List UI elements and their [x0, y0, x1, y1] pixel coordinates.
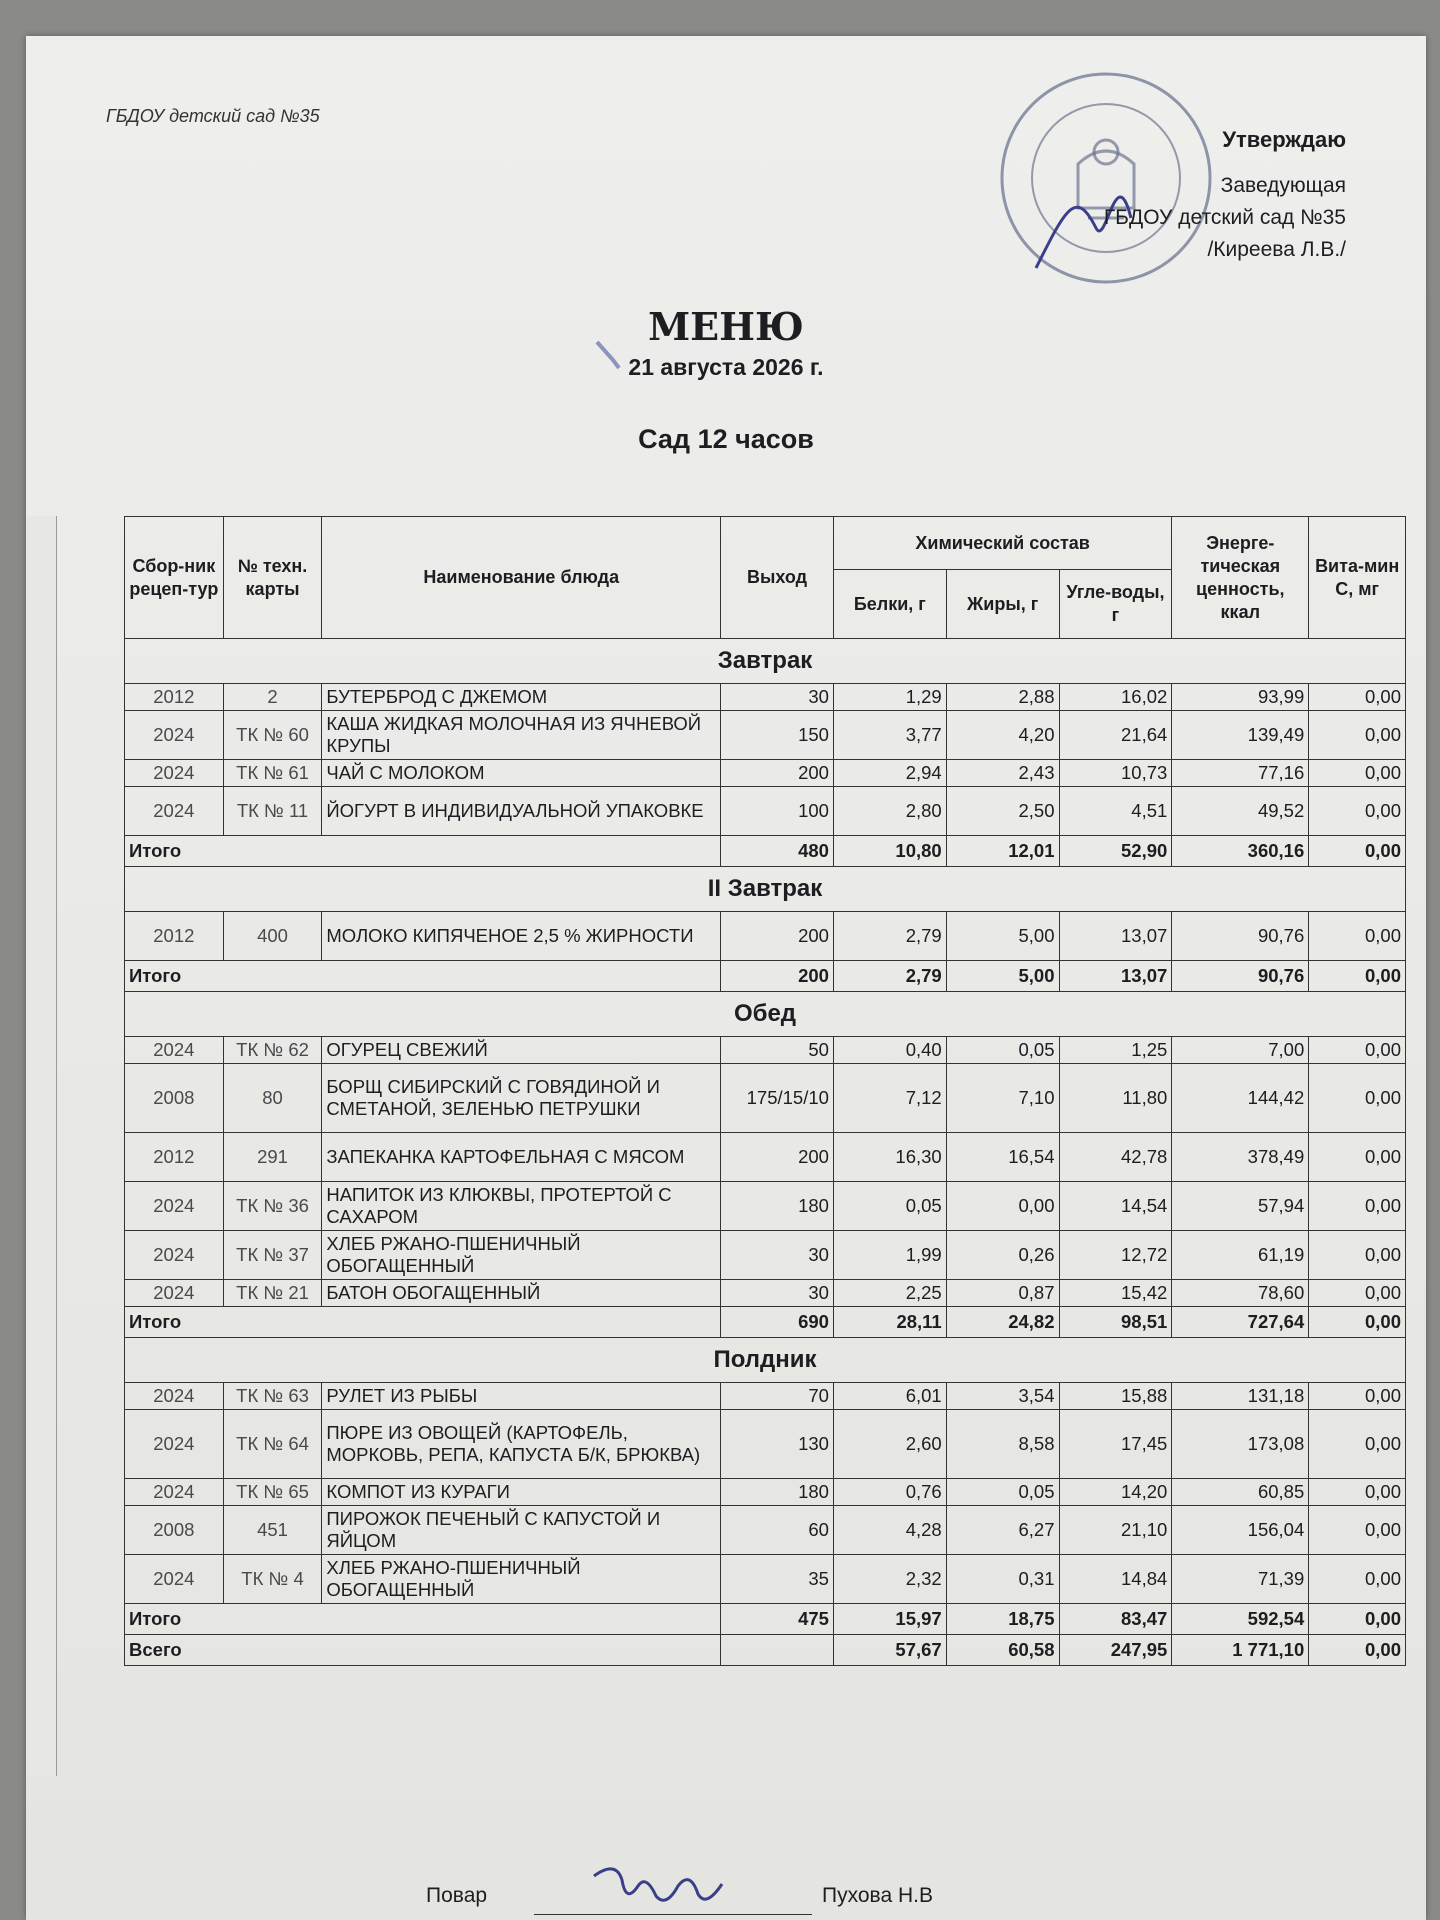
cell-protein: 2,60 [833, 1410, 946, 1479]
cell-yield: 150 [721, 711, 834, 760]
cell-protein: 6,01 [833, 1383, 946, 1410]
total-carbs: 98,51 [1059, 1307, 1172, 1338]
table-row [125, 1182, 1406, 1231]
cell-collection: 2024 [125, 787, 224, 836]
cell-carbs: 21,10 [1059, 1506, 1172, 1555]
cell-collection: 2024 [125, 1182, 224, 1231]
header-chem: Химический состав [833, 517, 1171, 570]
cell-fat: 0,26 [946, 1231, 1059, 1280]
total-label: Итого [125, 1307, 721, 1338]
cell-fat: 0,00 [946, 1182, 1059, 1231]
cell-yield: 70 [721, 1383, 834, 1410]
table-row [125, 1133, 1406, 1182]
grand-total-row [125, 1635, 1406, 1666]
header-tech-card: № техн. карты [223, 517, 322, 639]
cell-energy: 90,76 [1172, 912, 1309, 961]
section-title: Завтрак [125, 639, 1406, 684]
cell-tech-card: 2 [223, 684, 322, 711]
cell-vitamin: 0,00 [1309, 684, 1406, 711]
approve-title: Утверждаю [1222, 127, 1346, 152]
cell-carbs: 14,54 [1059, 1182, 1172, 1231]
cell-protein: 0,76 [833, 1479, 946, 1506]
cell-vitamin: 0,00 [1309, 1280, 1406, 1307]
total-vitamin: 0,00 [1309, 836, 1406, 867]
cell-dish-name: ХЛЕБ РЖАНО-ПШЕНИЧНЫЙ ОБОГАЩЕННЫЙ [322, 1555, 721, 1604]
cell-vitamin: 0,00 [1309, 760, 1406, 787]
approval-block [1104, 124, 1346, 266]
cell-dish-name: ЗАПЕКАНКА КАРТОФЕЛЬНАЯ С МЯСОМ [322, 1133, 721, 1182]
total-vitamin: 0,00 [1309, 1604, 1406, 1635]
cell-tech-card: ТК № 11 [223, 787, 322, 836]
cell-protein: 0,05 [833, 1182, 946, 1231]
cell-tech-card: ТК № 36 [223, 1182, 322, 1231]
cell-yield: 180 [721, 1479, 834, 1506]
cell-vitamin: 0,00 [1309, 711, 1406, 760]
cell-carbs: 10,73 [1059, 760, 1172, 787]
menu-date: 21 августа 2026 г. [628, 354, 824, 380]
cell-yield: 200 [721, 760, 834, 787]
header-collection: Сбор-ник рецеп-тур [125, 517, 224, 639]
total-yield: 690 [721, 1307, 834, 1338]
cell-tech-card: ТК № 62 [223, 1037, 322, 1064]
cell-fat: 0,05 [946, 1479, 1059, 1506]
grand-total-fat: 60,58 [946, 1635, 1059, 1666]
cell-vitamin: 0,00 [1309, 1506, 1406, 1555]
cell-vitamin: 0,00 [1309, 1479, 1406, 1506]
cell-yield: 50 [721, 1037, 834, 1064]
cell-tech-card: 400 [223, 912, 322, 961]
cell-dish-name: КАША ЖИДКАЯ МОЛОЧНАЯ ИЗ ЯЧНЕВОЙ КРУПЫ [322, 711, 721, 760]
total-carbs: 13,07 [1059, 961, 1172, 992]
cell-collection: 2024 [125, 1037, 224, 1064]
grand-total-label: Всего [125, 1635, 721, 1666]
cell-energy: 93,99 [1172, 684, 1309, 711]
cell-energy: 7,00 [1172, 1037, 1309, 1064]
table-row [125, 1280, 1406, 1307]
cell-tech-card: 291 [223, 1133, 322, 1182]
cell-fat: 0,87 [946, 1280, 1059, 1307]
total-label: Итого [125, 1604, 721, 1635]
cell-energy: 61,19 [1172, 1231, 1309, 1280]
cell-yield: 130 [721, 1410, 834, 1479]
cell-energy: 131,18 [1172, 1383, 1309, 1410]
cell-tech-card: 80 [223, 1064, 322, 1133]
cell-yield: 200 [721, 1133, 834, 1182]
cell-protein: 2,32 [833, 1555, 946, 1604]
cell-yield: 100 [721, 787, 834, 836]
total-vitamin: 0,00 [1309, 961, 1406, 992]
total-energy: 360,16 [1172, 836, 1309, 867]
approve-org: ГБДОУ детский сад №35 [1103, 206, 1346, 229]
cell-vitamin: 0,00 [1309, 1133, 1406, 1182]
approve-role: Заведующая [1220, 174, 1346, 197]
table-row [125, 684, 1406, 711]
cell-collection: 2024 [125, 1383, 224, 1410]
cell-collection: 2012 [125, 684, 224, 711]
cell-fat: 0,31 [946, 1555, 1059, 1604]
cell-tech-card: ТК № 60 [223, 711, 322, 760]
cell-tech-card: 451 [223, 1506, 322, 1555]
total-row [125, 836, 1406, 867]
section-row [125, 1338, 1406, 1383]
cell-fat: 0,05 [946, 1037, 1059, 1064]
cell-yield: 200 [721, 912, 834, 961]
cell-energy: 144,42 [1172, 1064, 1309, 1133]
header-carbs: Угле-воды, г [1059, 570, 1172, 639]
cell-dish-name: ЧАЙ С МОЛОКОМ [322, 760, 721, 787]
cell-carbs: 12,72 [1059, 1231, 1172, 1280]
table-row [125, 1383, 1406, 1410]
header-protein: Белки, г [833, 570, 946, 639]
cook-label: Повар [426, 1884, 488, 1907]
cell-dish-name: БАТОН ОБОГАЩЕННЫЙ [322, 1280, 721, 1307]
grand-total-yield [721, 1635, 834, 1666]
section-title: Полдник [125, 1338, 1406, 1383]
cell-protein: 7,12 [833, 1064, 946, 1133]
total-energy: 90,76 [1172, 961, 1309, 992]
cell-carbs: 11,80 [1059, 1064, 1172, 1133]
cell-yield: 30 [721, 684, 834, 711]
cell-energy: 78,60 [1172, 1280, 1309, 1307]
table-row [125, 1037, 1406, 1064]
total-vitamin: 0,00 [1309, 1307, 1406, 1338]
table-row [125, 711, 1406, 760]
cell-yield: 30 [721, 1231, 834, 1280]
cell-energy: 173,08 [1172, 1410, 1309, 1479]
total-fat: 12,01 [946, 836, 1059, 867]
cell-dish-name: ХЛЕБ РЖАНО-ПШЕНИЧНЫЙ ОБОГАЩЕННЫЙ [322, 1231, 721, 1280]
cell-carbs: 13,07 [1059, 912, 1172, 961]
total-fat: 24,82 [946, 1307, 1059, 1338]
cell-tech-card: ТК № 63 [223, 1383, 322, 1410]
cell-vitamin: 0,00 [1309, 1064, 1406, 1133]
total-yield: 200 [721, 961, 834, 992]
cell-dish-name: КОМПОТ ИЗ КУРАГИ [322, 1479, 721, 1506]
total-fat: 5,00 [946, 961, 1059, 992]
cell-carbs: 17,45 [1059, 1410, 1172, 1479]
cell-fat: 6,27 [946, 1506, 1059, 1555]
cell-yield: 35 [721, 1555, 834, 1604]
header-vitamin: Вита-мин С, мг [1309, 517, 1406, 639]
cell-yield: 60 [721, 1506, 834, 1555]
section-row [125, 992, 1406, 1037]
cell-carbs: 4,51 [1059, 787, 1172, 836]
cell-tech-card: ТК № 61 [223, 760, 322, 787]
total-energy: 592,54 [1172, 1604, 1309, 1635]
table-row [125, 1555, 1406, 1604]
cell-fat: 4,20 [946, 711, 1059, 760]
cell-yield: 175/15/10 [721, 1064, 834, 1133]
table-row [125, 1506, 1406, 1555]
total-row [125, 1307, 1406, 1338]
table-row [125, 1479, 1406, 1506]
total-carbs: 52,90 [1059, 836, 1172, 867]
cell-protein: 1,29 [833, 684, 946, 711]
section-title: Обед [125, 992, 1406, 1037]
grand-total-protein: 57,67 [833, 1635, 946, 1666]
section-row [125, 639, 1406, 684]
signature-icon [586, 1856, 736, 1916]
cell-fat: 7,10 [946, 1064, 1059, 1133]
cell-tech-card: ТК № 4 [223, 1555, 322, 1604]
cell-fat: 2,43 [946, 760, 1059, 787]
total-protein: 10,80 [833, 836, 946, 867]
cell-collection: 2024 [125, 1555, 224, 1604]
grand-total-carbs: 247,95 [1059, 1635, 1172, 1666]
table-row [125, 1064, 1406, 1133]
menu-title: МЕНЮ [648, 304, 804, 349]
cell-carbs: 21,64 [1059, 711, 1172, 760]
cell-dish-name: БОРЩ СИБИРСКИЙ С ГОВЯДИНОЙ И СМЕТАНОЙ, ЗЕЛЕНЬЮ ПЕТРУШКИ [322, 1064, 721, 1133]
header-yield: Выход [721, 517, 834, 639]
cell-protein: 0,40 [833, 1037, 946, 1064]
cell-dish-name: РУЛЕТ ИЗ РЫБЫ [322, 1383, 721, 1410]
cell-collection: 2024 [125, 1410, 224, 1479]
total-row [125, 1604, 1406, 1635]
cell-collection: 2024 [125, 711, 224, 760]
cell-energy: 57,94 [1172, 1182, 1309, 1231]
cell-carbs: 15,88 [1059, 1383, 1172, 1410]
cell-tech-card: ТК № 64 [223, 1410, 322, 1479]
total-fat: 18,75 [946, 1604, 1059, 1635]
cell-carbs: 16,02 [1059, 684, 1172, 711]
cell-carbs: 15,42 [1059, 1280, 1172, 1307]
total-label: Итого [125, 836, 721, 867]
header-fat: Жиры, г [946, 570, 1059, 639]
cell-collection: 2012 [125, 912, 224, 961]
cell-vitamin: 0,00 [1309, 1410, 1406, 1479]
cell-dish-name: ОГУРЕЦ СВЕЖИЙ [322, 1037, 721, 1064]
cell-protein: 2,80 [833, 787, 946, 836]
cook-name: Пухова Н.В [822, 1884, 933, 1907]
cell-collection: 2008 [125, 1506, 224, 1555]
cell-fat: 8,58 [946, 1410, 1059, 1479]
cell-energy: 49,52 [1172, 787, 1309, 836]
header-dish-name: Наименование блюда [322, 517, 721, 639]
cell-tech-card: ТК № 65 [223, 1479, 322, 1506]
cell-energy: 378,49 [1172, 1133, 1309, 1182]
cell-vitamin: 0,00 [1309, 912, 1406, 961]
approve-name: /Киреева Л.В./ [1207, 238, 1346, 261]
cell-vitamin: 0,00 [1309, 1555, 1406, 1604]
cell-energy: 71,39 [1172, 1555, 1309, 1604]
cell-dish-name: ПИРОЖОК ПЕЧЕНЫЙ С КАПУСТОЙ И ЯЙЦОМ [322, 1506, 721, 1555]
cell-protein: 4,28 [833, 1506, 946, 1555]
menu-body [125, 639, 1406, 1666]
section-row [125, 867, 1406, 912]
total-protein: 15,97 [833, 1604, 946, 1635]
header-energy: Энерге-тическая ценность, ккал [1172, 517, 1309, 639]
cell-yield: 180 [721, 1182, 834, 1231]
cell-fat: 2,88 [946, 684, 1059, 711]
grand-total-energy: 1 771,10 [1172, 1635, 1309, 1666]
total-carbs: 83,47 [1059, 1604, 1172, 1635]
cell-yield: 30 [721, 1280, 834, 1307]
cell-dish-name: ЙОГУРТ В ИНДИВИДУАЛЬНОЙ УПАКОВКЕ [322, 787, 721, 836]
cell-protein: 2,94 [833, 760, 946, 787]
group-title: Сад 12 часов [638, 424, 814, 454]
cell-dish-name: НАПИТОК ИЗ КЛЮКВЫ, ПРОТЕРТОЙ С САХАРОМ [322, 1182, 721, 1231]
cell-vitamin: 0,00 [1309, 1182, 1406, 1231]
table-row [125, 912, 1406, 961]
table-row [125, 1410, 1406, 1479]
cell-collection: 2008 [125, 1064, 224, 1133]
cell-protein: 1,99 [833, 1231, 946, 1280]
cell-dish-name: БУТЕРБРОД С ДЖЕМОМ [322, 684, 721, 711]
cell-protein: 2,79 [833, 912, 946, 961]
cell-collection: 2024 [125, 760, 224, 787]
cell-dish-name: МОЛОКО КИПЯЧЕНОЕ 2,5 % ЖИРНОСТИ [322, 912, 721, 961]
total-yield: 480 [721, 836, 834, 867]
cell-energy: 77,16 [1172, 760, 1309, 787]
total-row [125, 961, 1406, 992]
total-energy: 727,64 [1172, 1307, 1309, 1338]
cell-fat: 5,00 [946, 912, 1059, 961]
cell-vitamin: 0,00 [1309, 1037, 1406, 1064]
cell-vitamin: 0,00 [1309, 1383, 1406, 1410]
table-row [125, 1231, 1406, 1280]
cell-vitamin: 0,00 [1309, 1231, 1406, 1280]
cell-protein: 3,77 [833, 711, 946, 760]
cell-carbs: 42,78 [1059, 1133, 1172, 1182]
cell-fat: 16,54 [946, 1133, 1059, 1182]
menu-table [124, 516, 1406, 1666]
cell-carbs: 1,25 [1059, 1037, 1172, 1064]
total-label: Итого [125, 961, 721, 992]
cell-collection: 2024 [125, 1280, 224, 1307]
cell-tech-card: ТК № 21 [223, 1280, 322, 1307]
cell-fat: 3,54 [946, 1383, 1059, 1410]
cell-dish-name: ПЮРЕ ИЗ ОВОЩЕЙ (КАРТОФЕЛЬ, МОРКОВЬ, РЕПА, КАПУСТА Б/К, БРЮКВА) [322, 1410, 721, 1479]
cell-carbs: 14,20 [1059, 1479, 1172, 1506]
cell-collection: 2024 [125, 1479, 224, 1506]
organization-name: ГБДОУ детский сад №35 [106, 106, 320, 126]
cell-collection: 2024 [125, 1231, 224, 1280]
cell-energy: 156,04 [1172, 1506, 1309, 1555]
cell-vitamin: 0,00 [1309, 787, 1406, 836]
cell-tech-card: ТК № 37 [223, 1231, 322, 1280]
cell-carbs: 14,84 [1059, 1555, 1172, 1604]
table-row [125, 787, 1406, 836]
table-row [125, 760, 1406, 787]
cell-protein: 2,25 [833, 1280, 946, 1307]
underlying-sheet [26, 516, 57, 1776]
total-protein: 28,11 [833, 1307, 946, 1338]
cell-protein: 16,30 [833, 1133, 946, 1182]
grand-total-vitamin: 0,00 [1309, 1635, 1406, 1666]
cell-collection: 2012 [125, 1133, 224, 1182]
cell-fat: 2,50 [946, 787, 1059, 836]
cell-energy: 60,85 [1172, 1479, 1309, 1506]
total-protein: 2,79 [833, 961, 946, 992]
cell-energy: 139,49 [1172, 711, 1309, 760]
section-title: II Завтрак [125, 867, 1406, 912]
total-yield: 475 [721, 1604, 834, 1635]
document-page [26, 36, 1426, 1920]
